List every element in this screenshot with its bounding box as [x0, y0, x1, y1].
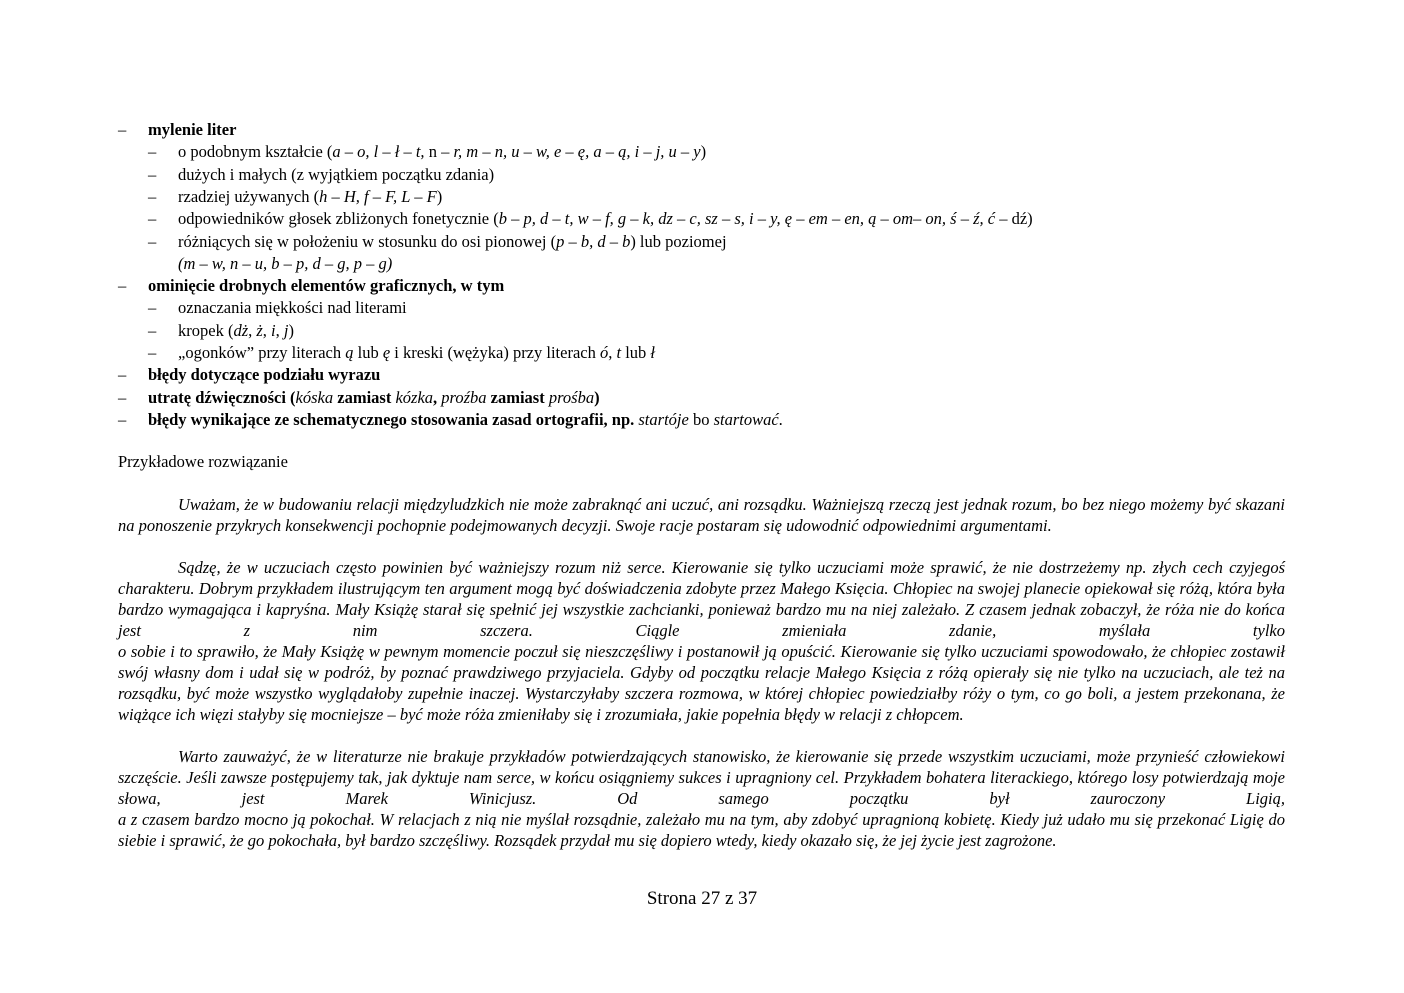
list-text: ) — [288, 321, 294, 340]
list-text: , — [248, 321, 257, 340]
list-dash: – — [118, 120, 127, 139]
list-text: proźba — [441, 388, 487, 407]
list-item — [148, 119, 236, 141]
list-text: j — [283, 321, 289, 340]
list-dash: – — [118, 410, 127, 429]
sub-list-item — [178, 164, 494, 186]
list-text: ą — [345, 343, 354, 362]
list-text: zamiast — [486, 388, 549, 407]
list-text: ż — [256, 321, 263, 340]
list-text: prośba — [548, 388, 595, 407]
list-text: błędy wynikające ze schematycznego stosowania zasad ortografii, np. — [148, 410, 639, 429]
list-text: ł — [650, 343, 656, 362]
list-text: startóje — [638, 410, 689, 429]
list-text: ę — [382, 343, 391, 362]
list-text: , — [433, 388, 442, 407]
paragraph-2-part-1 — [118, 557, 1285, 641]
list-dash: – — [148, 321, 157, 340]
list-text: dź) — [1011, 209, 1033, 228]
page-number: Strona 27 z 37 — [646, 888, 758, 909]
list-text: h – H, f – F, L – F — [319, 187, 437, 206]
list-text: kóska — [295, 388, 334, 407]
list-text: mylenie liter — [148, 120, 237, 139]
sub-list-item — [178, 320, 294, 342]
list-text: dużych i małych (z wyjątkiem początku zdania) — [178, 165, 495, 184]
paragraph-1 — [118, 494, 1285, 536]
list-text: rzadziej używanych ( — [178, 187, 320, 206]
list-text: kózka — [395, 388, 434, 407]
list-text: r, m – n, u – w, e – ę, a – ą, i – j, u – y — [453, 142, 701, 161]
paragraph-3 — [118, 746, 1285, 851]
list-text: różniących się w położeniu w stosunku do osi pionowej ( — [178, 232, 557, 251]
list-text: ó — [599, 343, 609, 362]
list-text: , — [262, 321, 272, 340]
list-text: „ogonków” przy literach — [178, 343, 346, 362]
list-item — [148, 387, 600, 409]
list-dash: – — [148, 232, 157, 251]
list-text: ) lub poziomej — [630, 232, 727, 251]
list-dash: – — [118, 388, 127, 407]
list-dash: – — [118, 276, 127, 295]
list-text: odpowiedników głosek zbliżonych fonetycznie ( — [178, 209, 499, 228]
list-text: kropek ( — [178, 321, 234, 340]
sub-list-item — [178, 253, 392, 275]
list-text: n – — [428, 142, 454, 161]
list-dash: – — [118, 365, 127, 384]
list-text: p – b, d – b — [556, 232, 631, 251]
list-text: ) — [436, 187, 443, 206]
example-heading: Przykładowe rozwiązanie — [118, 452, 288, 471]
list-dash: – — [148, 343, 157, 362]
list-text: ) — [594, 388, 600, 407]
list-text: o podobnym kształcie ( — [178, 142, 333, 161]
list-text: ) — [700, 142, 707, 161]
list-text: b – p, d – t, w – f, g – k, dz – c, sz – s, i – y, ę – em – en, ą – om– on, ś – ź, ć – — [498, 209, 1012, 228]
list-text: lub — [621, 343, 651, 362]
list-item — [148, 409, 783, 431]
list-text: oznaczania miękkości nad literami — [178, 298, 407, 317]
list-item — [148, 364, 380, 386]
sub-list-item — [178, 186, 442, 208]
list-text: zamiast — [333, 388, 396, 407]
paragraph-2-part-2: o sobie i to sprawiło, że Mały Książę w pewnym momencie poczuł się nieszczęśliwy i postanowił ją opuścić. Kierowanie się tylko uczuciami spowodowało, że chłopiec zostawił swój własny dom i udał się w podróż, by poznać prawdziwego przyjaciela. Gdyby od początku relacje Małego Księcia z różą opierały się nie tylko na uczuciach, ale też na rozsądku, być może wszystko wyglądałoby zupełnie inaczej. Wystarczyłaby szczera rozmowa, w której chłopiec powiedziałby róży o tym, co go boli, a jestem przekonana, że wiążące ich więzi stałyby się mocniejsze – być może róża zmieniłaby się i zrozumiała, jakie popełnia błędy w relacji z chłopcem. — [118, 642, 1285, 724]
list-dash: – — [148, 142, 157, 161]
list-text: i — [271, 321, 276, 340]
list-dash: – — [148, 209, 157, 228]
list-text: błędy dotyczące podziału wyrazu — [148, 365, 381, 384]
list-text: lub — [353, 343, 383, 362]
list-text: . — [778, 410, 783, 429]
sub-list-item — [178, 297, 407, 319]
list-text: startować — [713, 410, 779, 429]
list-item — [148, 275, 504, 297]
paragraph-3-text-a: Warto zauważyć, że w literaturze nie brakuje przykładów potwierdzających stanowisko, że kierowanie się przede wszystkim uczuciami, może przynieść człowiekowi szczęście. Jeśli zawsze postępujemy tak, jak dyktuje nam serce, w końcu osiągniemy sukces i upragniony cel. Przykładem bohatera literackiego, którego losy potwierdzają moje słowa, jest Marek Winicjusz. Od samego początku był zauroczony Ligią, — [118, 747, 1285, 808]
list-text: , — [275, 321, 284, 340]
sub-list-item — [178, 208, 1033, 230]
paragraph-1-text: Uważam, że w budowaniu relacji międzyludzkich nie może zabraknąć ani uczuć, ani rozsądku. Ważniejszą rzeczą jest jednak rozum, bo bez niego możemy być skazani na ponoszenie przykrych konsekwencji pochopnie podejmowanych decyzji. Swoje racje postaram się udowodnić odpowiednimi argumentami. — [118, 495, 1285, 535]
list-dash: – — [148, 165, 157, 184]
list-text: ominięcie drobnych elementów graficznych, w tym — [148, 276, 505, 295]
sub-list-item — [178, 342, 655, 364]
list-text: , — [608, 343, 617, 362]
list-dash: – — [148, 187, 157, 206]
paragraph-3-part-2: a z czasem bardzo mocno ją pokochał. W relacjach z nią nie myślał rozsądnie, zależało mu na tym, aby zdobyć upragnioną kobietę. Kiedy już udało mu się przekonać Ligię do siebie i sprawić, że go pokochała, był bardzo szczęśliwy. Rozsądek przydał mu się dopiero wtedy, kiedy okazało się, że jej życie jest zagrożone. — [118, 810, 1285, 850]
list-text: t — [616, 343, 622, 362]
list-text: a – o, l – ł – t, — [332, 142, 429, 161]
paragraph-3-part-1 — [118, 746, 1285, 809]
list-text: (m – w, n – u, b – p, d – g, p – g) — [178, 254, 393, 273]
sub-list-item — [178, 231, 727, 253]
list-text: i kreski (wężyka) przy literach — [390, 343, 600, 362]
paragraph-2 — [118, 557, 1285, 725]
list-text: bo — [688, 410, 714, 429]
list-text: dż — [233, 321, 249, 340]
paragraph-2-text-a: Sądzę, że w uczuciach często powinien być ważniejszy rozum niż serce. Kierowanie się tylko uczuciami może sprawić, że nie dostrzeżemy np. złych cech czyjegoś charakteru. Dobrym przykładem ilustrującym ten argument mogą być doświadczenia zdobyte przez Małego Księcia. Chłopiec na swojej planecie opiekował się różą, która była bardzo wymagająca i kapryśna. Mały Książę starał się spełnić jej wszystkie zachcianki, ponieważ bardzo mu na niej zależało. Z czasem jednak zobaczył, że róża nie do końca jest z nim szczera. Ciągle zmieniała zdanie, myślała tylko — [118, 558, 1285, 640]
list-text: utratę dźwięczności ( — [148, 388, 296, 407]
list-dash: – — [148, 298, 157, 317]
sub-list-item — [178, 141, 706, 163]
